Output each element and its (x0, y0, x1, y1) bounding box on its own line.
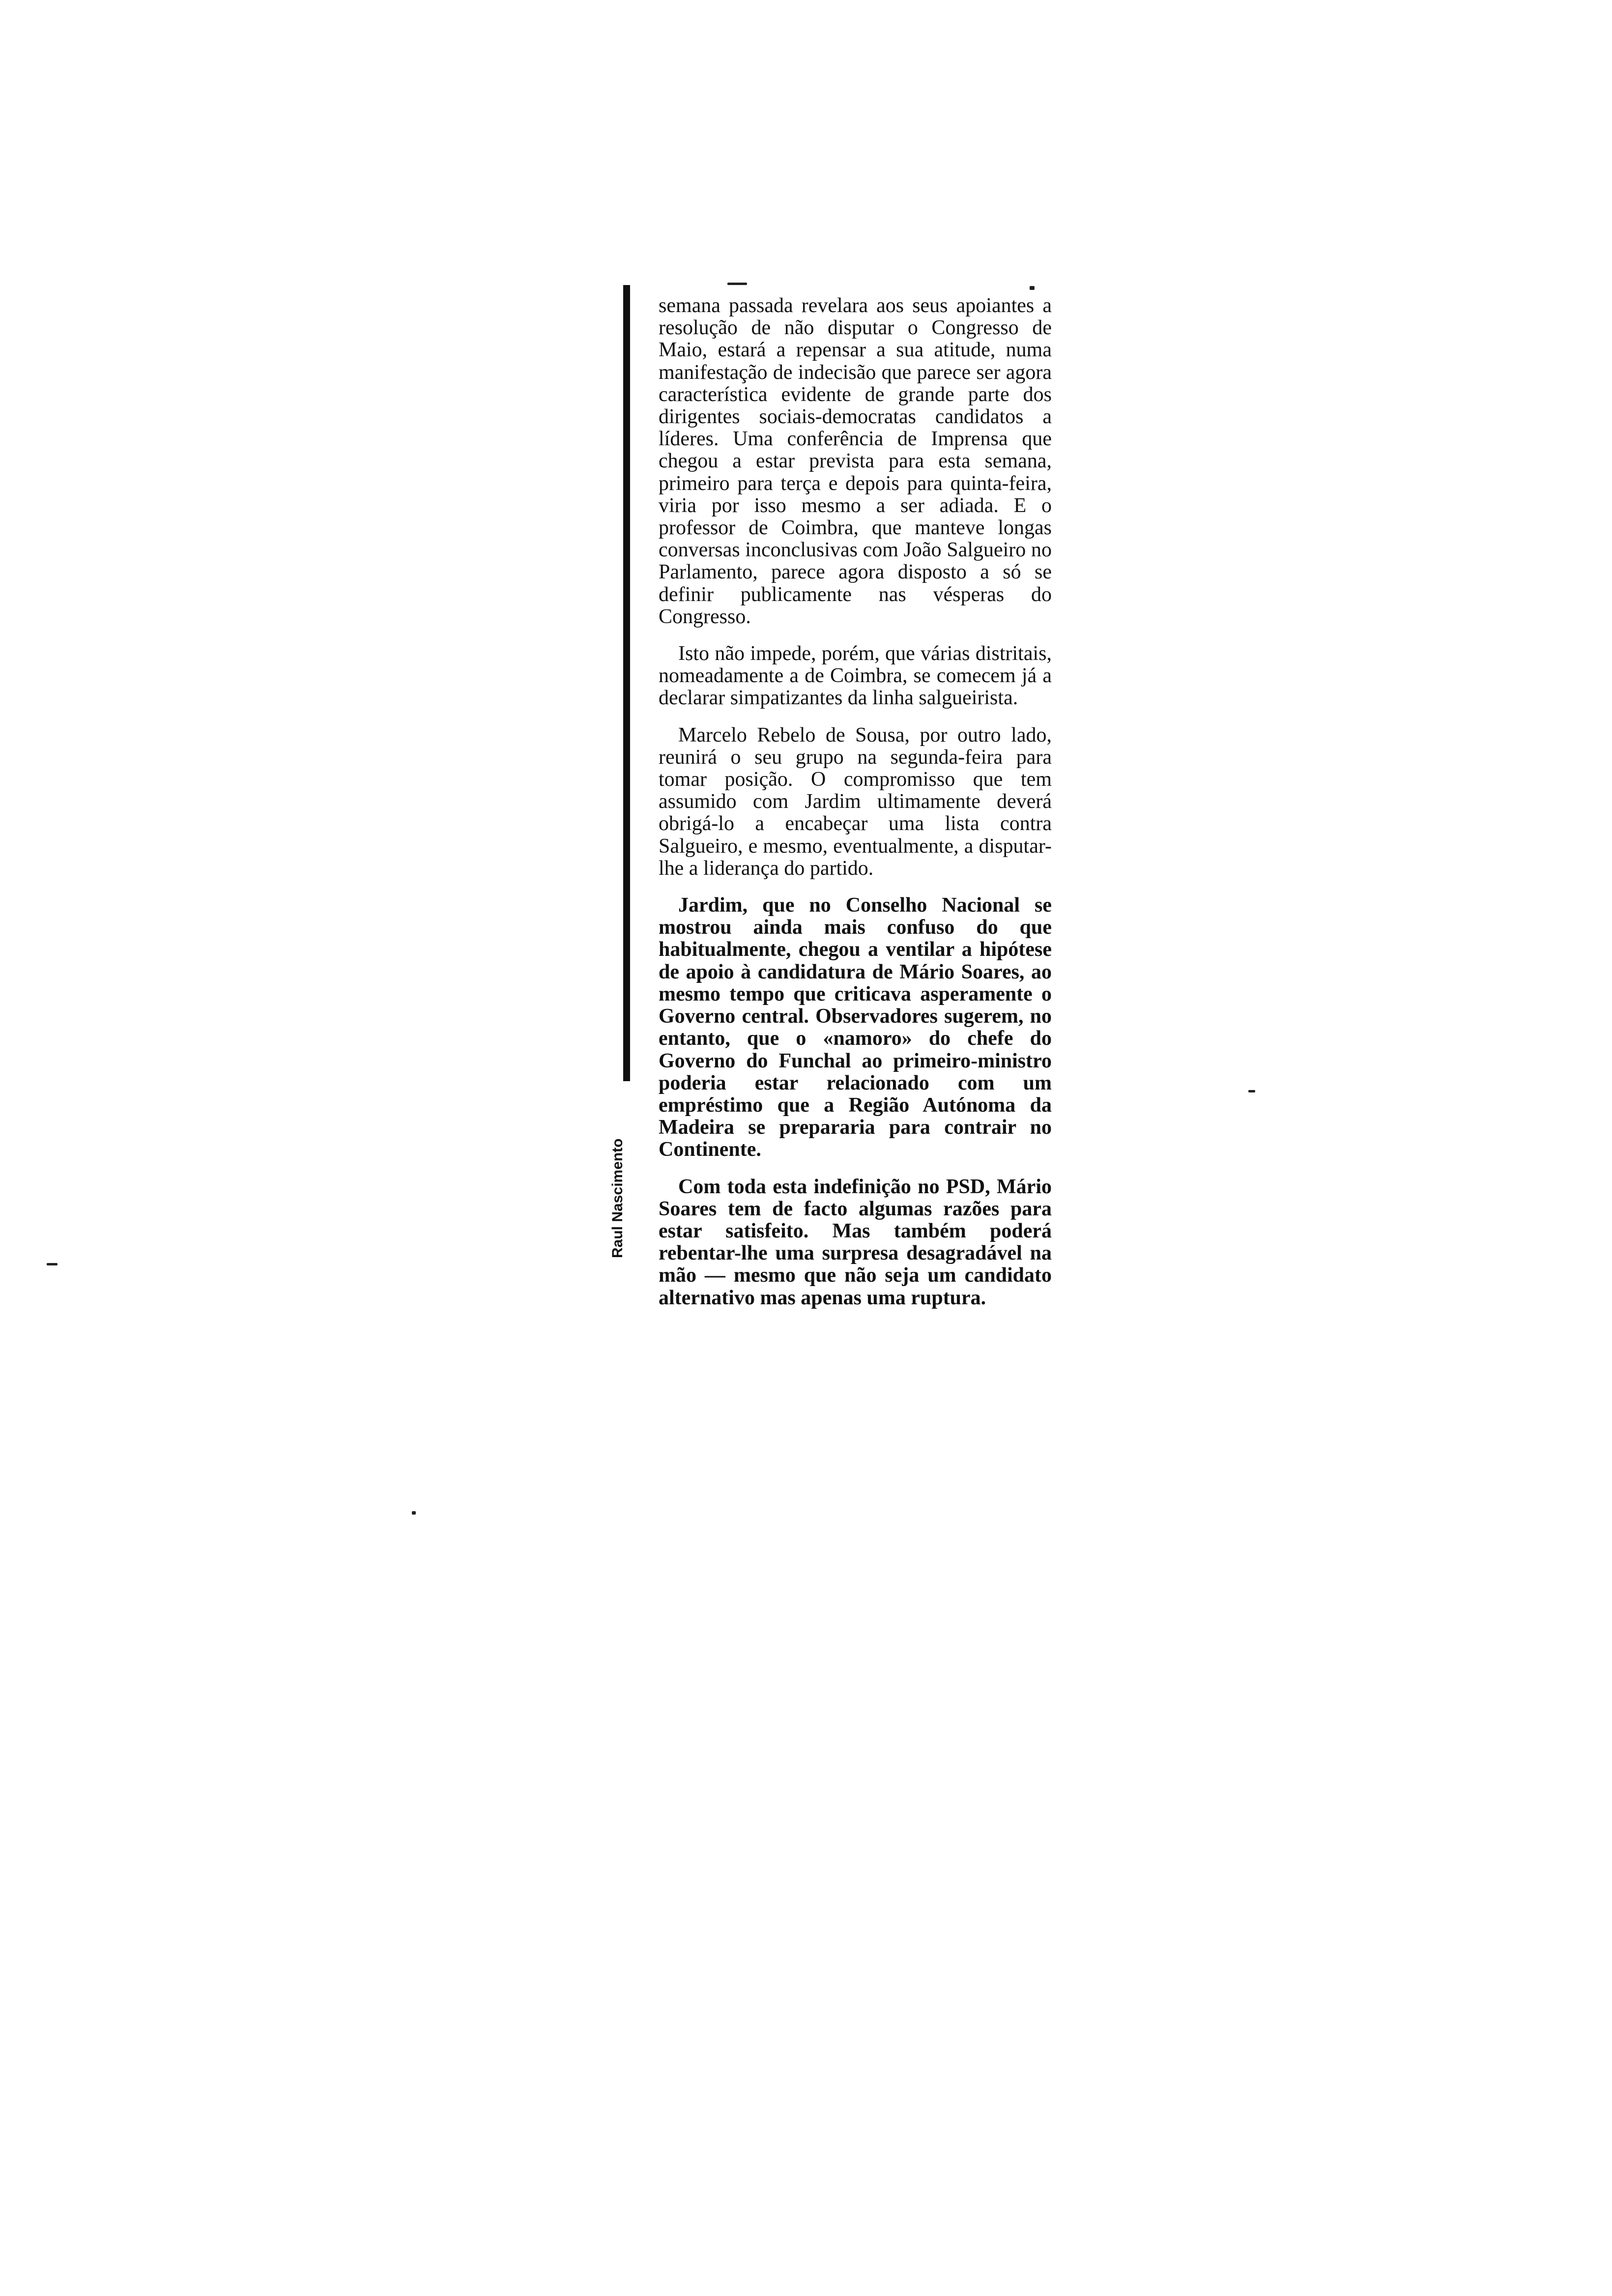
column-rule (623, 285, 630, 1081)
paragraph-3: Marcelo Rebelo de Sousa, por outro lado, reunirá o seu grupo na segunda-feira para tomar posição. O compromisso que tem assumido com Jardim ultimamente deverá obrigá-lo a encabeçar uma lista contra Salgueiro, e mesmo, eventualmente, a disputar-lhe a liderança do partido. (659, 723, 1052, 880)
article-column (659, 295, 1052, 1309)
paragraph-4: Jardim, que no Conselho Nacional se mostrou ainda mais confuso do que habitualmente, chegou a ventilar a hipótese de apoio à candidatura de Mário Soares, ao mesmo tempo que criticava asperamente o Governo central. Observadores sugerem, no entanto, que o «namoro» do chefe do Governo do Funchal ao primeiro-ministro poderia estar relacionado com um empréstimo que a Região Autónoma da Madeira se prepararia para contrair no Continente. (659, 894, 1052, 1161)
scan-speck (727, 283, 747, 285)
photo-credit: Raul Nascimento (609, 1138, 626, 1258)
scan-speck (1248, 1090, 1255, 1092)
paragraph-2: Isto não impede, porém, que várias distritais, nomeadamente a de Coimbra, se comecem já a declarar simpatizantes da linha salgueirista. (659, 642, 1052, 710)
scan-speck (1030, 286, 1035, 290)
scan-speck (412, 1511, 416, 1515)
paragraph-1: semana passada revelara aos seus apoiantes a resolução de não disputar o Congresso de Maio, estará a repensar a sua atitude, numa manifestação de indecisão que parece ser agora característica evidente de grande parte dos dirigentes sociais-democratas candidatos a líderes. Uma conferência de Imprensa que chegou a estar prevista para esta semana, primeiro para terça e depois para quinta-feira, viria por isso mesmo a ser adiada. E o professor de Coimbra, que manteve longas conversas inconclusivas com João Salgueiro no Parlamento, parece agora disposto a só se definir publicamente nas vésperas do Congresso. (659, 294, 1052, 628)
scan-speck (47, 1263, 58, 1265)
paragraph-5: Com toda esta indefinição no PSD, Mário Soares tem de facto algumas razões para estar satisfeito. Mas também poderá rebentar-lhe uma surpresa desagradável na mão — mesmo que não seja um candidato alternativo mas apenas uma ruptura. (659, 1175, 1052, 1309)
